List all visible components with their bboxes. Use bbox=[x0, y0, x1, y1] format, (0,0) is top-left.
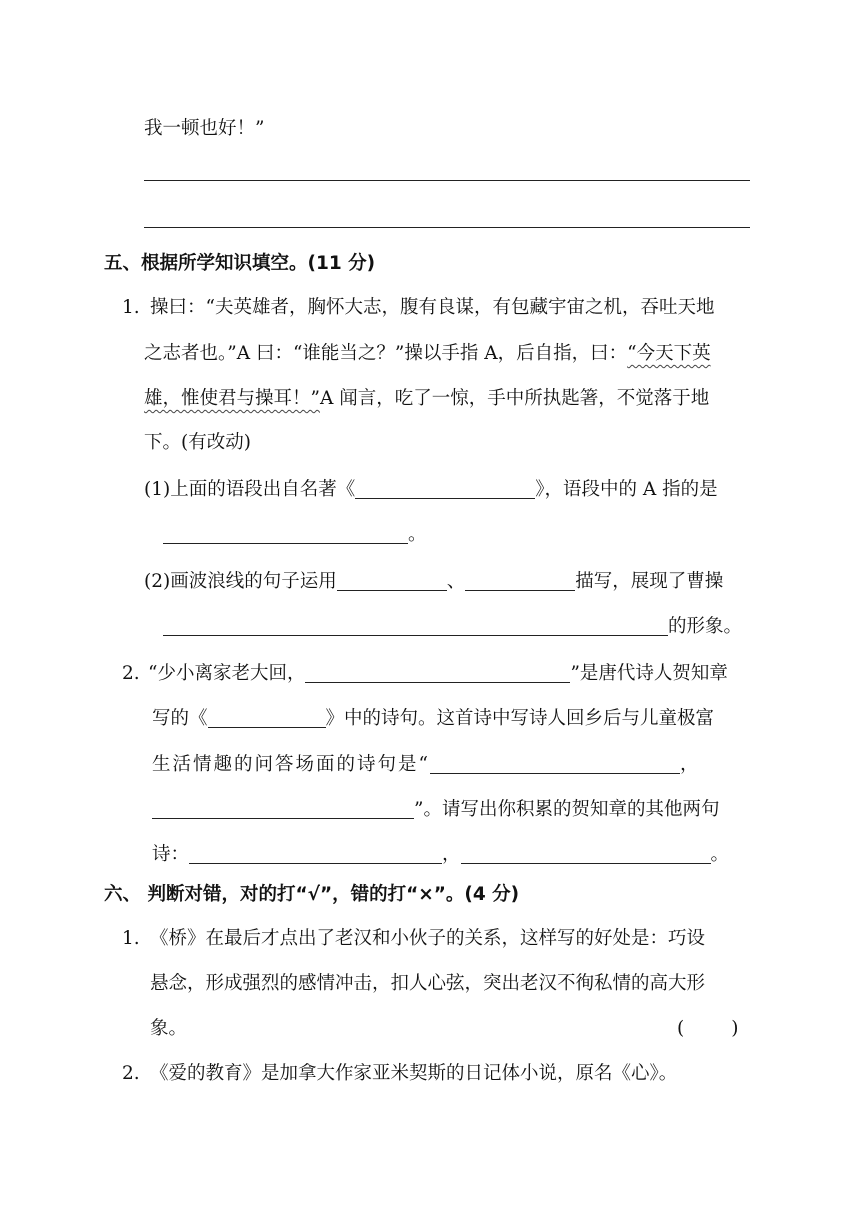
answer-blank[interactable] bbox=[355, 478, 535, 499]
question-text: ， bbox=[679, 754, 701, 775]
subquestion-2-cont bbox=[163, 615, 742, 639]
question-text: 。 bbox=[710, 844, 730, 865]
carryover-text: 我一顿也好！” bbox=[144, 118, 265, 139]
statement-line-2: 悬念，形成强烈的感情冲击，扣人心弦，突出老汉不徇私情的高大形 bbox=[150, 973, 706, 994]
wavy-underlined-sentence: 雄，惟使君与操耳！” bbox=[144, 388, 320, 409]
passage-text: A 闻言，吃了一惊，手中所执匙箸，不觉落于地 bbox=[319, 388, 710, 409]
statement-line-1: 《桥》在最后才点出了老汉和小伙子的关系，这样写的好处是：巧设 bbox=[150, 928, 706, 949]
question-text: ， bbox=[442, 844, 461, 865]
subquestion-1 bbox=[144, 478, 718, 502]
answer-line[interactable] bbox=[144, 180, 750, 181]
q2-line-5 bbox=[152, 843, 729, 867]
answer-blank[interactable] bbox=[152, 798, 414, 819]
passage-line-3 bbox=[144, 387, 709, 411]
passage-text: 之志者也。”A 曰：“谁能当之？”操以手指 A，后自指，曰： bbox=[144, 343, 628, 364]
answer-blank[interactable] bbox=[430, 753, 680, 774]
answer-blank[interactable] bbox=[305, 662, 570, 683]
answer-blank[interactable] bbox=[163, 523, 408, 544]
answer-blank[interactable] bbox=[189, 843, 442, 864]
answer-line[interactable] bbox=[144, 227, 750, 228]
answer-parentheses[interactable]: ( ) bbox=[677, 1018, 739, 1039]
subquestion-text: 》，语段中的 A 指的是 bbox=[535, 479, 718, 500]
answer-blank[interactable] bbox=[163, 615, 668, 636]
statement-line-3: 象。 bbox=[150, 1018, 188, 1039]
subquestion-text: 的形象。 bbox=[668, 616, 743, 637]
question-number: 2. bbox=[122, 1063, 140, 1084]
passage-line-1: 操曰：“夫英雄者，胸怀大志，腹有良谋，有包藏宇宙之机，吞吐天地 bbox=[150, 297, 715, 318]
statement-line-1: 《爱的教育》是加拿大作家亚米契斯的日记体小说，原名《心》。 bbox=[150, 1063, 678, 1084]
question-number: 1. bbox=[122, 928, 140, 949]
question-text: ”。请写出你积累的贺知章的其他两句 bbox=[414, 799, 720, 820]
question-text: 写的《 bbox=[152, 708, 208, 729]
subquestion-text: (2)画波浪线的句子运用 bbox=[144, 571, 337, 592]
subquestion-text: (1)上面的语段出自名著《 bbox=[144, 479, 356, 500]
subquestion-text: 、 bbox=[446, 571, 466, 592]
answer-blank[interactable] bbox=[461, 843, 711, 864]
question-number: 2. bbox=[122, 663, 140, 684]
question-text: “少小离家老大回， bbox=[148, 663, 306, 684]
passage-line-4: 下。(有改动) bbox=[144, 432, 251, 453]
question-number: 1. bbox=[122, 297, 140, 318]
passage-line-2 bbox=[144, 342, 711, 366]
subquestion-text: 。 bbox=[408, 524, 427, 545]
question-text: 》中的诗句。这首诗中写诗人回乡后与儿童极富 bbox=[325, 708, 715, 729]
question-text: 生活情趣的问答场面的诗句是“ bbox=[152, 754, 430, 775]
section-6-title: 六、 判断对错，对的打“√”，错的打“×”。(4 分) bbox=[104, 884, 520, 905]
q2-line-4 bbox=[152, 798, 719, 822]
q2-line-2 bbox=[152, 707, 714, 731]
question-text: ”是唐代诗人贺知章 bbox=[570, 663, 728, 684]
subquestion-text: 描写，展现了曹操 bbox=[575, 571, 724, 592]
q2-line-1 bbox=[148, 662, 728, 686]
answer-blank[interactable] bbox=[465, 570, 575, 591]
answer-blank[interactable] bbox=[208, 707, 326, 728]
question-text: 诗： bbox=[152, 844, 190, 865]
wavy-underlined-sentence: “今天下英 bbox=[627, 343, 711, 364]
q2-line-3 bbox=[152, 753, 700, 777]
subquestion-1-cont bbox=[163, 523, 427, 547]
section-5-title: 五、根据所学知识填空。(11 分) bbox=[104, 253, 376, 274]
subquestion-2 bbox=[144, 570, 723, 594]
answer-blank[interactable] bbox=[337, 570, 447, 591]
